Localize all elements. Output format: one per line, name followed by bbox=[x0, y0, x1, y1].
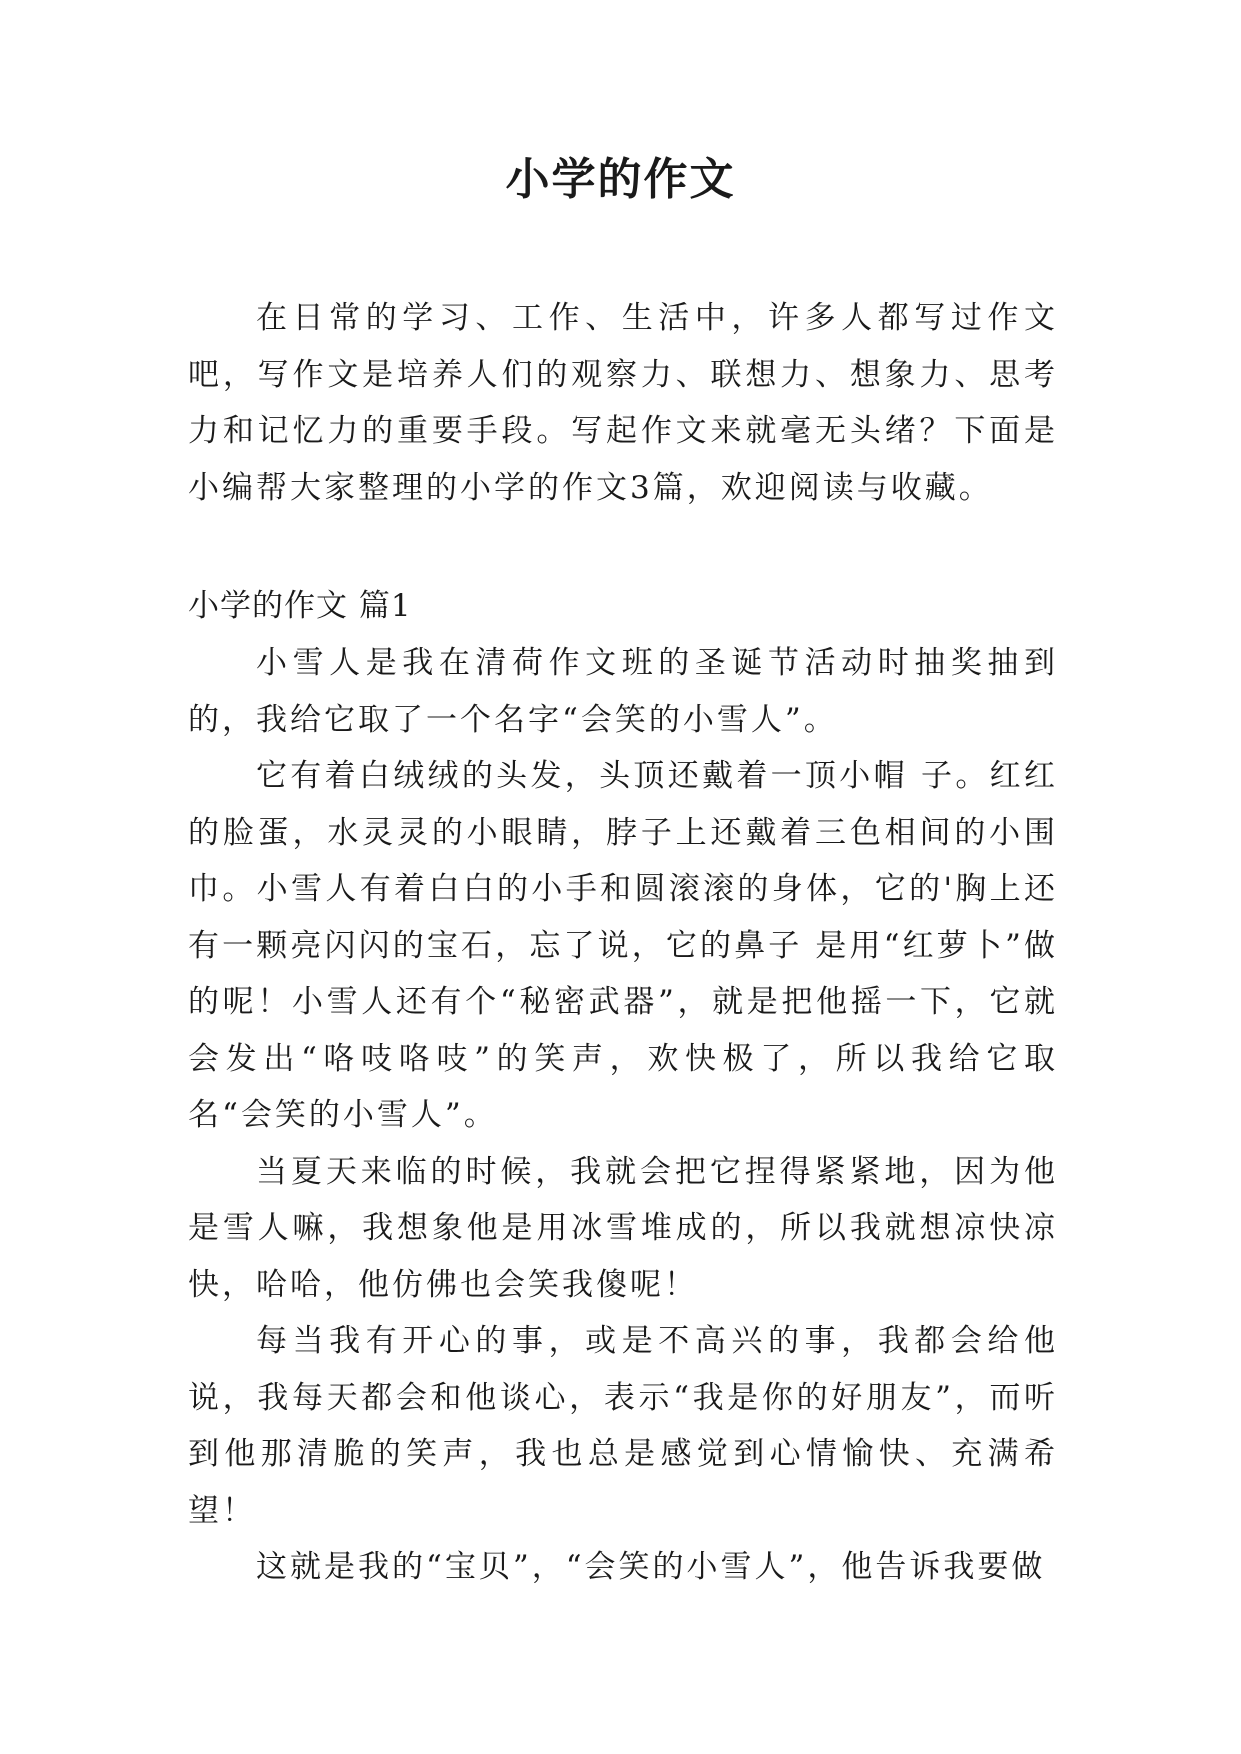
essay-paragraph-4: 每当我有开心的事，或是不高兴的事，我都会给他说，我每天都会和他谈心，表示“我是你的好朋友”，而听到他那清脆的笑声，我也总是感觉到心情愉快、充满希望！ bbox=[188, 1323, 1058, 1529]
intro-paragraph: 在日常的学习、工作、生活中，许多人都写过作文吧，写作文是培养人们的观察力、联想力、想象力、思考力和记忆力的重要手段。写起作文来就毫无头绪？下面是小编帮大家整理的小学的作文3篇，欢迎阅读与收藏。 bbox=[188, 300, 1058, 506]
essay-paragraph-2: 它有着白绒绒的头发，头顶还戴着一顶小帽 子。红红的脸蛋，水灵灵的小眼睛，脖子上还戴着三色相间的小围巾。小雪人有着白白的小手和圆滚滚的身体，它的'胸上还有一颗亮闪闪的宝石，忘了说，它的鼻子 是用“红萝卜”做的呢！小雪人还有个“秘密武器”，就是把他摇一下，它就会发出“咯吱咯吱”的笑声，欢快极了，所以我给它取名“会笑的小雪人”。 bbox=[188, 758, 1058, 1133]
section-heading: 小学的作文 篇1 bbox=[188, 588, 412, 624]
essay-paragraph-5: 这就是我的“宝贝”，“会笑的小雪人”，他告诉我要做 bbox=[256, 1549, 1046, 1585]
essay-body bbox=[188, 635, 1058, 1596]
essay-paragraph-3: 当夏天来临的时候，我就会把它捏得紧紧地，因为他是雪人嘛，我想象他是用冰雪堆成的，所以我就想凉快凉快，哈哈，他仿佛也会笑我傻呢！ bbox=[188, 1153, 1058, 1303]
document-title: 小学的作文 bbox=[505, 154, 736, 205]
essay-paragraph-1: 小雪人是我在清荷作文班的圣诞节活动时抽奖抽到的，我给它取了一个名字“会笑的小雪人”。 bbox=[188, 645, 1058, 738]
